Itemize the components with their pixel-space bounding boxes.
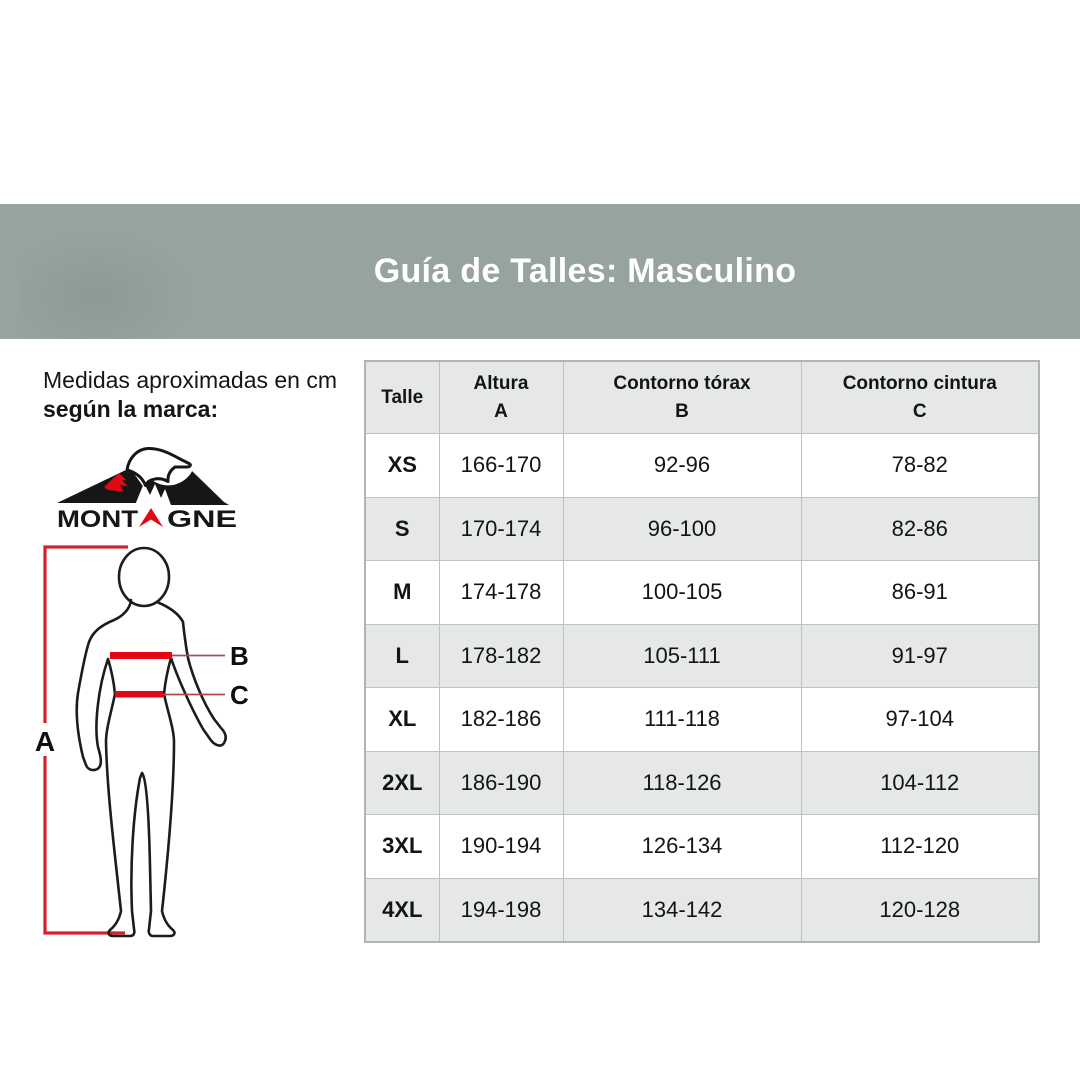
- header-letter: B: [675, 400, 689, 422]
- cintura-cell: 120-128: [801, 878, 1039, 942]
- montagne-logo-graphic: [50, 428, 260, 540]
- torax-cell: 100-105: [563, 561, 801, 625]
- chest-label: B: [230, 641, 249, 671]
- cintura-cell: 82-86: [801, 497, 1039, 561]
- header-label: Talle: [381, 386, 424, 408]
- size-cell: 2XL: [365, 751, 439, 815]
- banner-watermark: [20, 234, 190, 339]
- torax-cell: 96-100: [563, 497, 801, 561]
- altura-cell: 194-198: [439, 878, 563, 942]
- torax-cell: 92-96: [563, 434, 801, 498]
- waist-measure-bar: [115, 691, 163, 698]
- table-row-2xl: [365, 751, 1039, 815]
- table-row-xs: [365, 434, 1039, 498]
- header-label: Contorno tórax: [613, 372, 751, 394]
- header-talle: [365, 361, 439, 434]
- header-label: Contorno cintura: [842, 372, 997, 394]
- header-label: Altura: [473, 372, 529, 394]
- header-contorno-torax: [563, 361, 801, 434]
- table-header-row: [365, 361, 1039, 434]
- waist-label: C: [230, 680, 249, 710]
- cintura-cell: 78-82: [801, 434, 1039, 498]
- torax-cell: 105-111: [563, 624, 801, 688]
- figure-head: [119, 548, 169, 606]
- size-cell: 4XL: [365, 878, 439, 942]
- height-label: A: [34, 726, 56, 757]
- body-measurement-diagram: [20, 530, 340, 942]
- table-row-m: [365, 561, 1039, 625]
- torax-cell: 111-118: [563, 688, 801, 752]
- torax-cell: 126-134: [563, 815, 801, 879]
- header-contorno-cintura: [801, 361, 1039, 434]
- altura-cell: 174-178: [439, 561, 563, 625]
- wordmark-mont: MONT: [57, 506, 139, 533]
- cintura-cell: 97-104: [801, 688, 1039, 752]
- cintura-cell: 86-91: [801, 561, 1039, 625]
- torax-cell: 118-126: [563, 751, 801, 815]
- table-row-s: [365, 497, 1039, 561]
- body-diagram-graphic: [20, 530, 340, 942]
- montagne-logo: [50, 428, 260, 540]
- size-cell: L: [365, 624, 439, 688]
- size-cell: 3XL: [365, 815, 439, 879]
- header-letter: C: [912, 400, 927, 422]
- torax-cell: 134-142: [563, 878, 801, 942]
- cintura-cell: 91-97: [801, 624, 1039, 688]
- table-row-3xl: [365, 815, 1039, 879]
- size-cell: S: [365, 497, 439, 561]
- page-title: Guía de Talles: Masculino: [373, 252, 797, 290]
- size-cell: M: [365, 561, 439, 625]
- intro-text: [43, 366, 337, 425]
- size-table: [364, 360, 1040, 943]
- table-row-xl: [365, 688, 1039, 752]
- header-altura: [439, 361, 563, 434]
- wordmark-gne: GNE: [167, 506, 237, 533]
- header-letter: A: [494, 400, 508, 422]
- table-row-4xl: [365, 878, 1039, 942]
- wordmark-red-arrow-icon: [139, 508, 163, 527]
- size-cell: XS: [365, 434, 439, 498]
- chest-measure-bar: [110, 652, 172, 659]
- intro-line-1: Medidas aproximadas en cm: [43, 367, 338, 393]
- altura-cell: 178-182: [439, 624, 563, 688]
- altura-cell: 190-194: [439, 815, 563, 879]
- table-row-l: [365, 624, 1039, 688]
- intro-line-2: según la marca:: [43, 396, 219, 423]
- altura-cell: 182-186: [439, 688, 563, 752]
- header-banner: [0, 204, 1080, 339]
- altura-cell: 170-174: [439, 497, 563, 561]
- cintura-cell: 104-112: [801, 751, 1039, 815]
- altura-cell: 166-170: [439, 434, 563, 498]
- altura-cell: 186-190: [439, 751, 563, 815]
- cintura-cell: 112-120: [801, 815, 1039, 879]
- size-cell: XL: [365, 688, 439, 752]
- figure-body-outline: [77, 600, 226, 936]
